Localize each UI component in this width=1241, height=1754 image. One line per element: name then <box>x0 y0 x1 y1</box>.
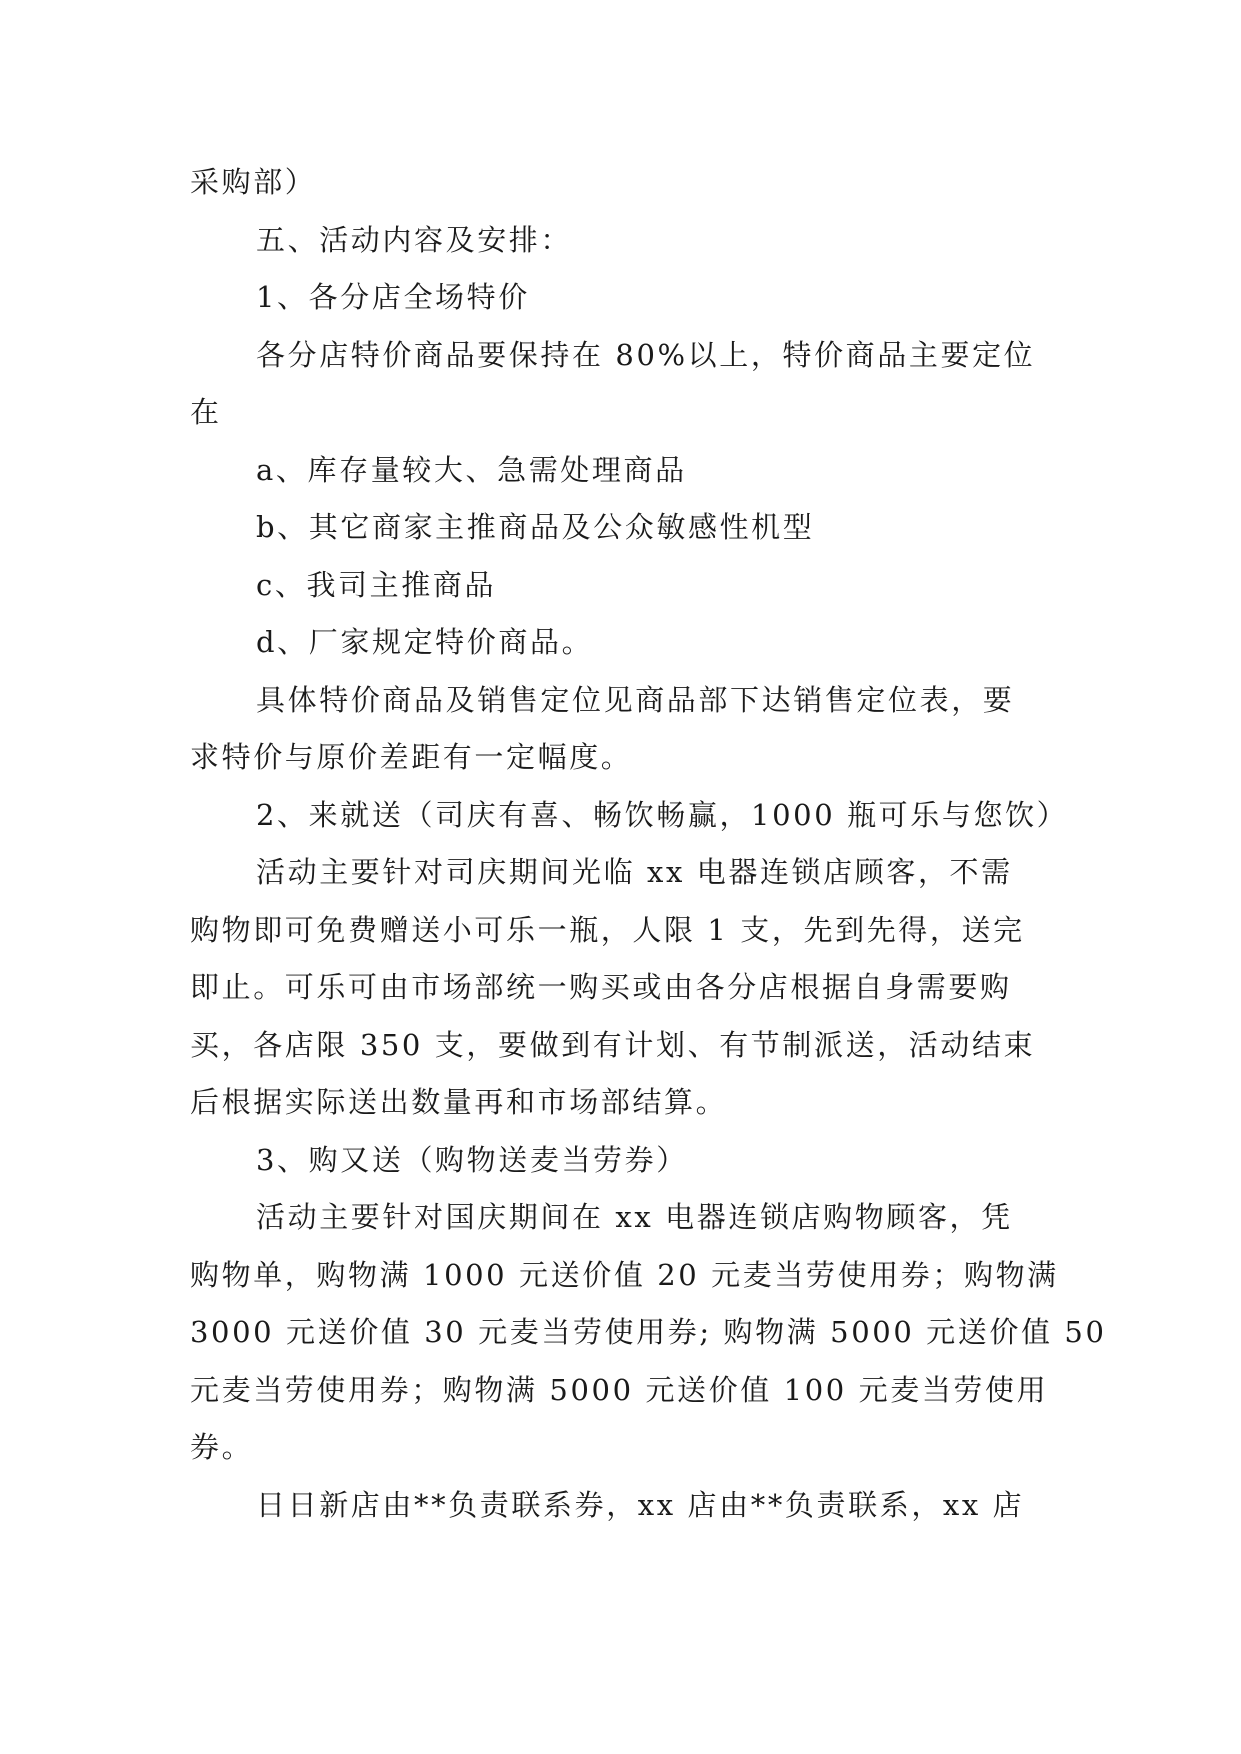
text-line: 具体特价商品及销售定位见商品部下达销售定位表，要 <box>256 682 1015 717</box>
text-line: 活动主要针对国庆期间在 xx 电器连锁店购物顾客，凭 <box>256 1200 1013 1234</box>
document-body <box>190 154 1107 1534</box>
item-heading: 2、来就送（司庆有喜、畅饮畅赢，1000 瓶可乐与您饮） <box>256 797 1069 832</box>
list-item: b、其它商家主推商品及公众敏感性机型 <box>256 510 815 544</box>
section-heading: 五、活动内容及安排： <box>256 222 573 257</box>
list-item: d、厂家规定特价商品。 <box>256 625 594 659</box>
text-line: 在 <box>190 395 222 429</box>
text-line: 求特价与原价差距有一定幅度。 <box>190 740 633 774</box>
text-line: 后根据实际送出数量再和市场部结算。 <box>190 1085 728 1119</box>
text-line: 购物即可免费赠送小可乐一瓶，人限 1 支，先到先得，送完 <box>190 912 1025 947</box>
list-item: a、库存量较大、急需处理商品 <box>256 452 687 487</box>
text-line: 各分店特价商品要保持在 80%以上，特价商品主要定位 <box>256 337 1036 372</box>
text-line: 券。 <box>190 1430 254 1464</box>
text-line: 买，各店限 350 支，要做到有计划、有节制派送，活动结束 <box>190 1027 1036 1062</box>
item-heading: 1、各分店全场特价 <box>256 280 530 314</box>
text-line: 即止。可乐可由市场部统一购买或由各分店根据自身需要购 <box>190 970 1012 1004</box>
text-line: 活动主要针对司庆期间光临 xx 电器连锁店顾客，不需 <box>256 855 1013 889</box>
text-line: 采购部） <box>190 165 317 199</box>
text-line: 3000 元送价值 30 元麦当劳使用券; 购物满 5000 元送价值 50 <box>190 1315 1107 1349</box>
item-heading: 3、购又送（购物送麦当劳券） <box>256 1142 688 1177</box>
text-line: 元麦当劳使用券；购物满 5000 元送价值 100 元麦当劳使用 <box>190 1372 1049 1407</box>
list-item: c、我司主推商品 <box>256 567 497 602</box>
text-line: 购物单，购物满 1000 元送价值 20 元麦当劳使用券；购物满 <box>190 1257 1059 1292</box>
text-line: 日日新店由**负责联系券，xx 店由**负责联系，xx 店 <box>256 1487 1025 1522</box>
